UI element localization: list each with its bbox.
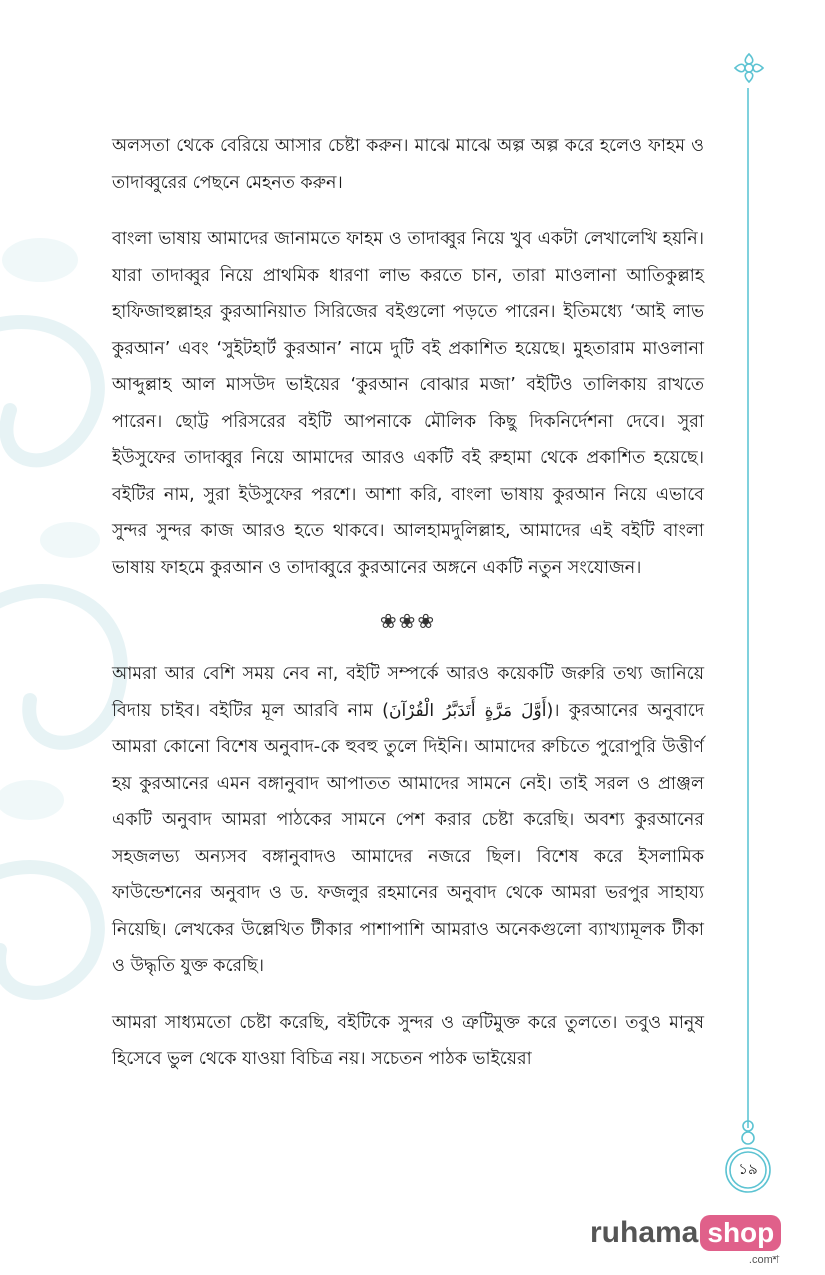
- paragraph: অলসতা থেকে বেরিয়ে আসার চেষ্টা করুন। মাঝে মাঝে অল্প অল্প করে হলেও ফাহম ও তাদাব্বুরের পেছনে মেহনত করুন।: [112, 136, 704, 193]
- logo-shop-wrap: [700, 1215, 781, 1266]
- paragraph-text: )। কুরআনের অনুবাদে আমরা কোনো বিশেষ অনুবাদ-কে হুবহু তুলে দিইনি। আমাদের রুচিতে পুরোপুরি উত্তীর্ণ হয় কুরআনের এমন বঙ্গানুবাদ আপাতত আমাদের সামনে নেই। তাই সরল ও প্রাঞ্জল একটি অনুবাদ আমরা পাঠকের সামনে পেশ করার চেষ্টা করেছি। অবশ্য কুরআনের সহজলভ্য অন্যসব বঙ্গানুবাদও আমাদের নজরে ছিল। বিশেষ করে ইসলামিক ফাউন্ডেশনের অনুবাদ ও ড. ফজলুর রহমানের অনুবাদ থেকে আমরা ভরপুর সাহায্য নিয়েছি। লেখকের উল্লেখিত টীকার পাশাপাশি আমরাও অনেকগুলো ব্যাখ্যামূলক টীকা ও উদ্ধৃতি যুক্ত করেছি।: [112, 700, 705, 976]
- section-divider: ❀❀❀: [379, 609, 437, 633]
- arabic-title: أَوَّلَ مَرَّةٍ أَتَدَبَّرُ الْقُرْآنَ: [388, 700, 547, 721]
- paragraph: [112, 656, 704, 985]
- publisher-logo: [590, 1215, 781, 1266]
- page-frame-line: [747, 88, 749, 1128]
- page-number: ১৯: [738, 1159, 758, 1178]
- paragraph: বাংলা ভাষায় আমাদের জানামতে ফাহম ও তাদাব্বুর নিয়ে খুব একটা লেখালেখি হয়নি। যারা তাদাব্বুর নিয়ে প্রাথমিক ধারণা লাভ করতে চান, তারা মাওলানা আতিকুল্লাহ হাফিজাহুল্লাহর কুরআনিয়াত সিরিজের বইগুলো পড়তে পারেন। ইতিমধ্যে ‘আই লাভ কুরআন’ এবং ‘সুইটহার্ট কুরআন’ নামে দুটি বই প্রকাশিত হয়েছে। মুহতারাম মাওলানা আব্দুল্লাহ আল মাসউদ ভাইয়ের ‘কুরআন বোঝার মজা’ বইটিও তালিকায় রাখতে পারেন। ছোট্ট পরিসরের বইটি আপনাকে মৌলিক কিছু দিকনির্দেশনা দেবে। সুরা ইউসুফের তাদাব্বুর নিয়ে আমাদের আরও একটি বই রুহামা থেকে প্রকাশিত হয়েছে। বইটির নাম, সুরা ইউসুফের পরশে। আশা করি, বাংলা ভাষায় কুরআন নিয়ে এভাবে সুন্দর সুন্দর কাজ আরও হতে থাকবে। আলহামদুলিল্লাহ, আমাদের এই বইটি বাংলা ভাষায় ফাহমে কুরআন ও তাদাব্বুরে কুরআনের অঙ্গনে একটি নতুন সংযোজন।: [112, 229, 704, 578]
- logo-text-shop: shop: [700, 1215, 781, 1251]
- flower-ornament-icon: [733, 52, 765, 88]
- page-body: [112, 128, 704, 1098]
- paragraph-text: আমরা আর বেশি সময় নেব না, বইটি সম্পর্কে আরও কয়েকটি জরুরি তথ্য জানিয়ে বিদায় চাইব। বইটির মূল আরবি নাম (: [112, 664, 704, 721]
- logo-text-com: .comশ: [748, 1254, 780, 1266]
- paragraph: আমরা সাধ্যমতো চেষ্টা করেছি, বইটিকে সুন্দর ও ত্রুটিমুক্ত করে তুলতে। তবুও মানুষ হিসেবে ভুল থেকে যাওয়া বিচিত্র নয়। সচেতন পাঠক ভাইয়েরা: [112, 1012, 704, 1069]
- logo-text-ruhama: ruhama: [590, 1216, 699, 1249]
